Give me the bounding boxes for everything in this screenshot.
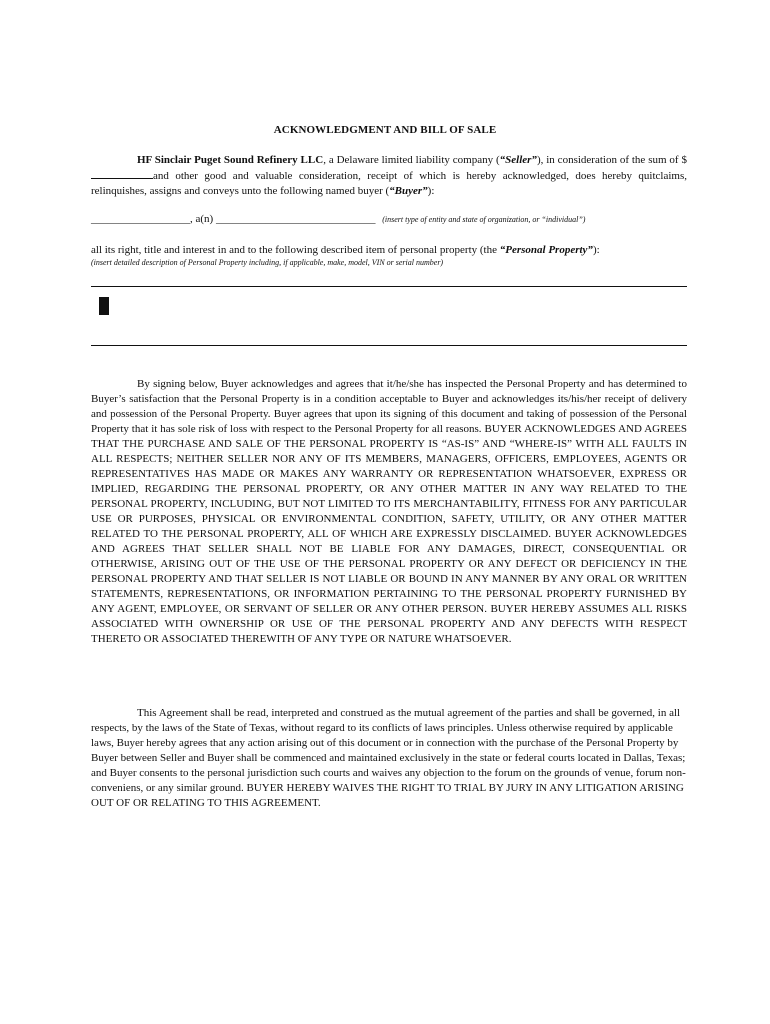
seller-name: HF Sinclair Puget Sound Refinery LLC (137, 154, 324, 166)
property-note: (insert detailed description of Personal Property including, if applicable, make, model, VIN or serial number) (91, 258, 444, 267)
intro-text-3: and other good and valuable consideration, receipt of which is hereby acknowledged, does hereby quitclaims, relinquishes, assigns and conveys unto the following named buyer ( (91, 170, 687, 197)
intro-paragraph (91, 153, 687, 199)
intro-text-1: , a Delaware limited liability company ( (323, 154, 500, 166)
description-top-rule (91, 286, 687, 287)
property-line (91, 244, 687, 256)
governing-law-paragraph: This Agreement shall be read, interpreted and construed as the mutual agreement of the parties and shall be governed, in all respects, by the laws of the State of Texas, without regard to its conflicts of laws principles. Unless otherwise required by applicable laws, Buyer hereby agrees that any action arising out of this document or in connection with the purchase of the Personal Property by Buyer between Seller and Buyer shall be commenced and maintained exclusively in the state or federal courts located in Dallas, Texas; and Buyer consents to the personal jurisdiction such courts and waives any objection to the forum on the grounds of venue, forum non-conveniens, or any similar ground. BUYER HEREBY WAIVES THE RIGHT TO TRIAL BY JURY IN ANY LITIGATION ARISING OUT OF OR RELATING TO THIS AGREEMENT. (91, 707, 686, 809)
buyer-label: “Buyer” (389, 185, 428, 197)
intro-text-4: ): (427, 185, 435, 197)
description-bottom-rule (91, 345, 687, 346)
intro-text-2: ), in consideration of the sum of $ (536, 154, 687, 166)
as-is-paragraph: By signing below, Buyer acknowledges and agrees that it/he/she has inspected the Personal Property and has determined to Buyer’s satisfaction that the Personal Property is in a condition acceptable to Buyer and acknowledges its/his/her receipt of delivery and possession of the Personal Property. Buyer agrees that upon its signing of this document and taking of possession of the Personal Property that it has sole risk of loss with respect to the Personal Property for all reasons. BUYER ACKNOWLEDGES AND AGREES THAT THE PURCHASE AND SALE OF THE PERSONAL PROPERTY IS “AS-IS” AND “WHERE-IS” WITH ALL FAULTS IN ALL RESPECTS; NEITHER SELLER NOR ANY OF ITS MEMBERS, MANAGERS, OFFICERS, EMPLOYEES, AGENTS OR REPRESENTATIVES HAS MADE OR MAKES ANY WARRANTY OR REPRESENTATION WHATSOEVER, EXPRESS OR IMPLIED, REGARDING THE PERSONAL PROPERTY, OR ANY OTHER MATTER IN ANY WAY RELATED TO THE PERSONAL PROPERTY, INCLUDING, BUT NOT LIMITED TO ITS MERCHANTABILITY, FITNESS FOR ANY PARTICULAR USE OR PURPOSES, PHYSICAL OR ENVIRONMENTAL CONDITION, SAFETY, UTILITY, OR ANY OTHER MATTER RELATED TO THE PERSONAL PROPERTY, ALL OF WHICH ARE EXPRESSLY DISCLAIMED. BUYER ACKNOWLEDGES AND AGREES THAT SELLER SHALL NOT BE LIABLE FOR ANY DAMAGES, DIRECT, CONSEQUENTIAL OR OTHERWISE, ARISING OUT OF THE USE OF THE PERSONAL PROPERTY OR ANY DEFECT OR DEFICIENCY IN THE PERSONAL PROPERTY AND THAT SELLER IS NOT LIABLE OR BOUND IN ANY MANNER BY ANY ORAL OR WRITTEN STATEMENTS, REPRESENTATIONS, OR INFORMATION PERTAINING TO THE PERSONAL PROPERTY FURNISHED BY ANY AGENT, EMPLOYEE, OR SERVANT OF SELLER OR ANY OTHER PERSON. BUYER HEREBY ASSUMES ALL RISKS ASSOCIATED WITH OWNERSHIP OR USE OF THE PERSONAL PROPERTY AND ANY DEFECTS WITH RESPECT THERETO OR ASSOCIATED THEREWITH OF ANY TYPE OR NATURE WHATSOEVER. (91, 378, 687, 645)
seller-label: “Seller” (499, 154, 537, 166)
entity-type-note: (insert type of entity and state of organization, or “individual”) (382, 215, 586, 224)
amount-blank-field[interactable] (91, 168, 153, 179)
text-cursor-block[interactable] (99, 297, 109, 315)
buyer-name-blank[interactable]: __________________ (91, 213, 190, 225)
buyer-connector: , a(n) (190, 213, 214, 225)
property-label: “Personal Property” (499, 244, 593, 256)
entity-type-blank[interactable]: _____________________________ (215, 213, 376, 225)
property-text-1: all its right, title and interest in and to the following described item of personal property (the (91, 244, 497, 256)
buyer-info-line (91, 213, 691, 225)
property-text-2: ): (592, 244, 600, 256)
document-title: ACKNOWLEDGMENT AND BILL OF SALE (273, 124, 497, 136)
